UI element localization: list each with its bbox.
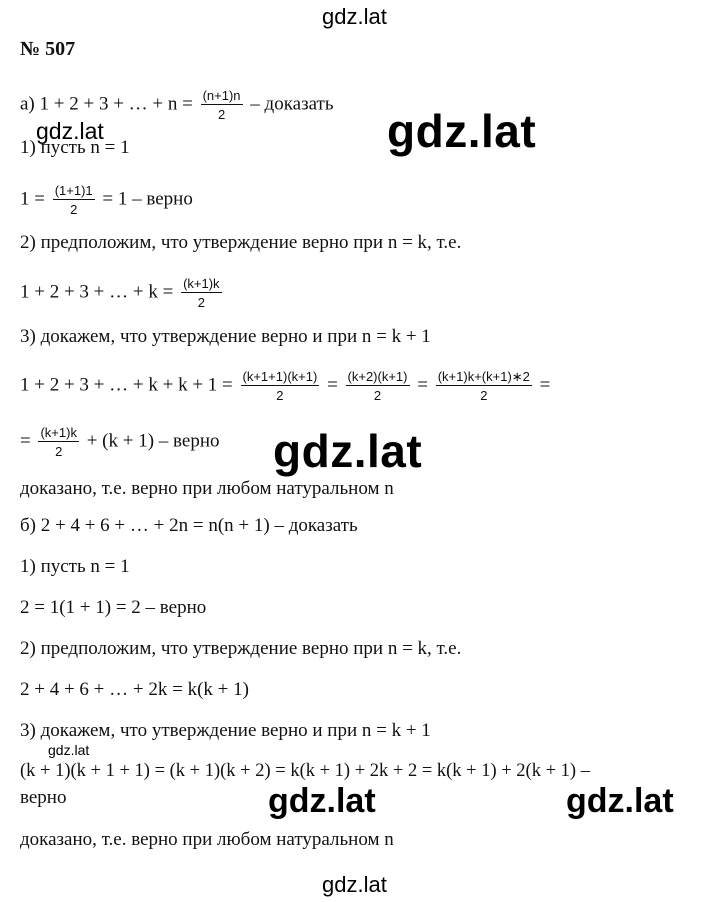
- watermark-top: gdz.lat: [322, 4, 387, 29]
- equals-sign: =: [534, 374, 551, 396]
- base-check-left: 1 =: [20, 188, 50, 210]
- part-a-proof: [20, 369, 550, 403]
- part-a-statement-tail: – доказать: [245, 93, 334, 115]
- fraction-numerator: (k+1)k: [183, 276, 220, 291]
- assumption-left: 1 + 2 + 3 + … + k =: [20, 281, 179, 303]
- watermark-tiny: gdz.lat: [48, 742, 90, 758]
- equals-sign: =: [322, 374, 343, 396]
- part-a-step-1: 1) пусть n = 1: [20, 137, 130, 158]
- base-check-right: = 1 – верно: [97, 188, 193, 210]
- problem-number: № 507: [20, 38, 76, 60]
- fraction-numerator: (n+1)n: [202, 88, 241, 103]
- fraction-numerator: (1+1)1: [54, 183, 93, 198]
- fraction-denominator: 2: [217, 107, 226, 122]
- fraction-numerator: (k+2)(k+1): [347, 369, 408, 384]
- part-a-statement-text: а) 1 + 2 + 3 + … + n =: [20, 93, 198, 115]
- part-b-conclusion: доказано, т.е. верно при любом натуральном n: [20, 829, 394, 850]
- part-a-step-3: 3) докажем, что утверждение верно и при n = k + 1: [20, 326, 431, 347]
- part-b-step-1: 1) пусть n = 1: [20, 556, 130, 577]
- fraction-numerator: (k+1+1)(k+1): [242, 369, 318, 384]
- watermark-bottom: gdz.lat: [322, 872, 387, 897]
- watermark-large-2: gdz.lat: [273, 425, 423, 477]
- part-b-statement: б) 2 + 4 + 6 + … + 2n = n(n + 1) – доказать: [20, 515, 358, 536]
- part-b-proof-continued: верно: [20, 787, 67, 808]
- part-a-step-2: 2) предположим, что утверждение верно при n = k, т.е.: [20, 232, 462, 253]
- fraction-denominator: 2: [197, 295, 205, 310]
- part-b-proof: (k + 1)(k + 1 + 1) = (k + 1)(k + 2) = k(k + 1) + 2k + 2 = k(k + 1) + 2(k + 1) –: [20, 761, 590, 781]
- fraction: [53, 183, 95, 217]
- fraction-numerator: (k+1)k: [40, 425, 77, 440]
- proof-cont-left: =: [20, 430, 36, 452]
- part-a-base-check: [20, 183, 193, 217]
- proof-cont-right: + (k + 1) – верно: [81, 430, 220, 452]
- part-b-step-3: 3) докажем, что утверждение верно и при n = k + 1: [20, 720, 431, 741]
- watermark-small-left: gdz.lat: [36, 118, 104, 144]
- part-b-base-check: 2 = 1(1 + 1) = 2 – верно: [20, 597, 207, 618]
- part-a-conclusion: доказано, т.е. верно при любом натуральном n: [20, 478, 394, 499]
- fraction-denominator: 2: [55, 444, 63, 459]
- equals-sign: =: [412, 374, 433, 396]
- fraction-numerator: (k+1)k+(k+1)∗2: [437, 369, 530, 384]
- fraction: [346, 369, 410, 403]
- part-b-step-2: 2) предположим, что утверждение верно при n = k, т.е.: [20, 638, 462, 659]
- fraction-denominator: 2: [373, 388, 382, 403]
- part-a-proof-continued: [20, 425, 220, 459]
- fraction: [201, 88, 243, 122]
- proof-left: 1 + 2 + 3 + … + k + k + 1 =: [20, 374, 238, 396]
- part-a-assumption: [20, 276, 225, 310]
- watermark-medium-right: gdz.lat: [566, 782, 674, 820]
- fraction: [241, 369, 320, 403]
- watermark-large-1: gdz.lat: [387, 105, 537, 157]
- fraction-denominator: 2: [480, 388, 488, 403]
- part-a-statement: [20, 88, 334, 122]
- fraction: [38, 425, 78, 459]
- part-b-assumption: 2 + 4 + 6 + … + 2k = k(k + 1): [20, 679, 249, 700]
- fraction-denominator: 2: [70, 202, 78, 217]
- fraction: [181, 276, 221, 310]
- watermark-medium-left: gdz.lat: [268, 782, 376, 820]
- fraction: [436, 369, 532, 403]
- fraction-denominator: 2: [276, 388, 284, 403]
